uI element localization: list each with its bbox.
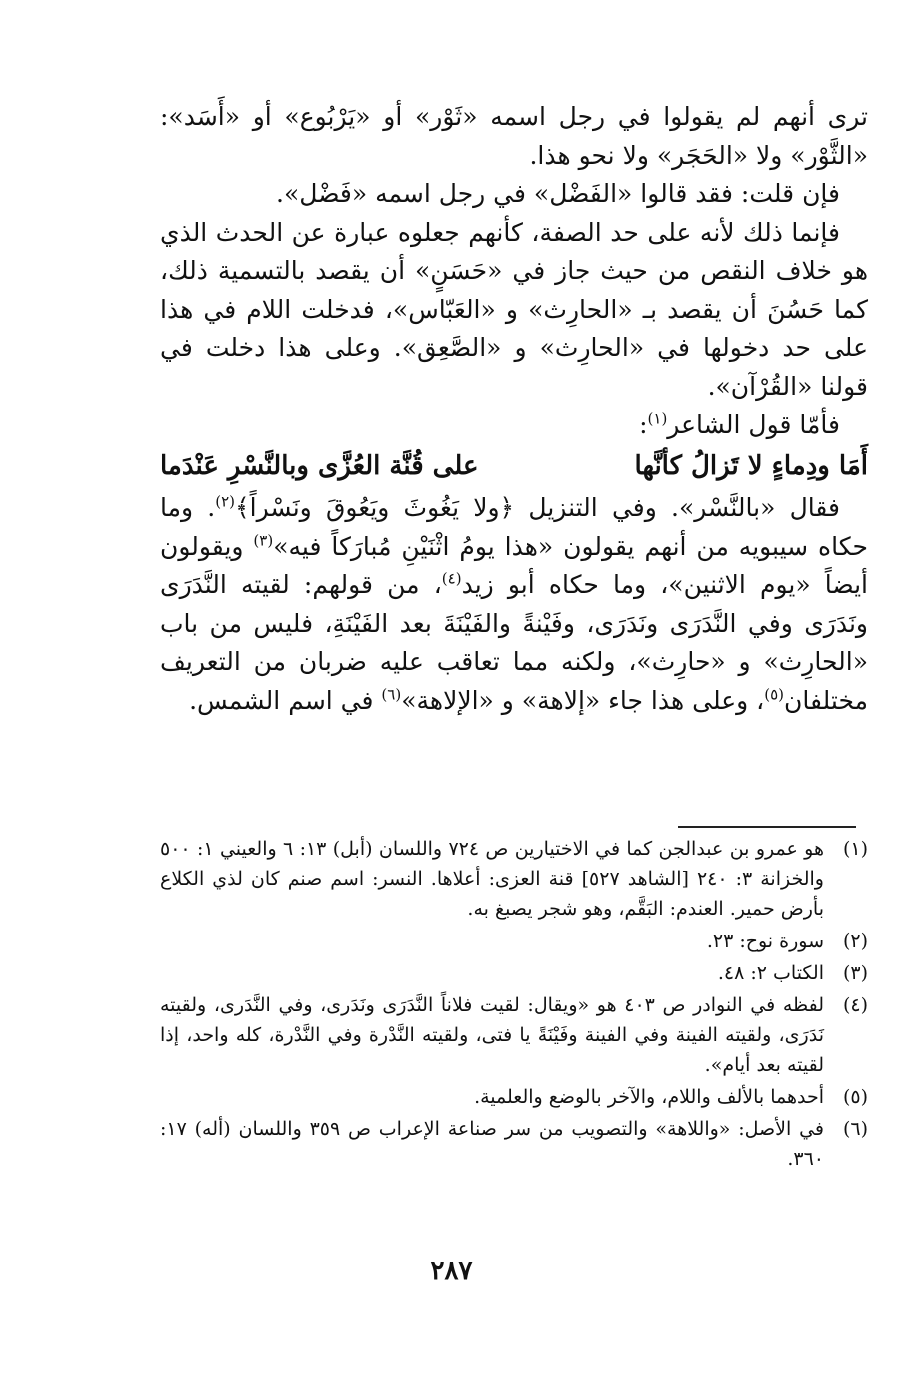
footnote-text: سورة نوح: ٢٣. <box>706 930 824 952</box>
footnote-ref-1: (١) <box>647 409 668 428</box>
p5-part-e: ، وعلى هذا جاء «إلاهة» و «الإلاهة» <box>401 685 765 715</box>
footnote-text: أحدهما بالألف واللام، والآخر بالوضع والعلمية. <box>474 1086 824 1108</box>
footnote-ref-2: (٢) <box>215 492 236 511</box>
poetry-verse <box>160 447 868 486</box>
footnotes <box>160 834 868 1176</box>
footnote-ref-5: (٥) <box>764 685 785 704</box>
footnote-number: (٢) <box>842 930 868 952</box>
footnote <box>160 926 868 956</box>
footnote-number: (٥) <box>842 1086 868 1108</box>
footnote <box>160 834 868 924</box>
paragraph-4-end: : <box>639 410 648 439</box>
footnote-number: (٣) <box>842 962 868 984</box>
footnote <box>160 990 868 1080</box>
footnote-number: (٤) <box>842 994 868 1016</box>
paragraph-4-text: فأمّا قول الشاعر <box>667 410 840 439</box>
paragraph-5 <box>160 489 868 720</box>
p5-part-d: ، من قولهم: لقيته النَّدَرَى ونَدَرَى وفي النَّدَرَى ونَدَرَى، وفَيْنةً والفَيْنَةَ بعد الفَيْنَةِ، فليس من باب «الحارِث» و «حارِث»، ولكنه مما تعاقب عليه ضربان من التعريف مختلفان <box>160 570 868 715</box>
footnote-ref-3: (٣) <box>253 531 274 550</box>
footnote-text: في الأصل: «واللاهة» والتصويب من سر صناعة الإعراب ص ٣٥٩ واللسان (أله) ١٧: ٣٦٠. <box>160 1118 824 1170</box>
footnote <box>160 958 868 988</box>
footnote-text: لفظه في النوادر ص ٤٠٣ هو «ويقال: لقيت فلاناً النَّدَرَى ونَدَرى، وفي النَّدَرى، ولقيته نَدَرَى، ولقيته الفينة وفي الفينة وفَيْنَةً يا فتى، ولقيته النَّدْرة وفي النَّدْرة، كله واحد، إذا لقيته بعد أيام». <box>160 994 824 1076</box>
footnote-text: هو عمرو بن عبدالجن كما في الاختيارين ص ٧٢٤ واللسان (أبل) ١٣: ٦ والعيني ١: ٥٠٠ والخزانة ٣: ٢٤٠ [الشاهد ٥٢٧] قنة العزى: أعلاها. النسر: اسم صنم كان لذي الكلاع بأرض حمير. العندم: البَقَّم، وهو شجر يصبغ به. <box>160 838 824 920</box>
p5-part-f: في اسم الشمس. <box>189 685 382 715</box>
p5-part-b: . وما حكاه سيبويه من أنهم يقولون «هذا يومُ اثْنَيْنِ مُبارَكاً فيه» <box>160 493 868 561</box>
page-number: ٢٨٧ <box>430 1256 473 1286</box>
footnote-number: (١) <box>842 838 868 860</box>
footnote-text: الكتاب ٢: ٤٨. <box>717 962 824 984</box>
p5-part-c: ويقولون أيضاً «يوم الاثنين»، وما حكاه أبو زيد <box>160 531 868 599</box>
footnote <box>160 1082 868 1112</box>
main-text <box>160 98 868 720</box>
p5-part-a: فقال «بالنَّسْر». وفي التنزيل ﴿ولا يَغُوثَ ويَعُوقَ ونَسْراً﴾ <box>235 493 840 522</box>
paragraph-3: فإنما ذلك لأنه على حد الصفة، كأنهم جعلوه عبارة عن الحدث الذي هو خلاف النقص من حيث جاز في «حَسَنٍ» أن يقصد بالتسمية ذلك، كما حَسُنَ أن يقصد بـ «الحارِث» و «العَبّاس»، فدخلت اللام في هذا على حد دخولها في «الحارِث» و «الصَّعِق». وعلى هذا دخلت في قولنا «القُرْآن». <box>160 217 868 401</box>
verse-second-hemistich: على قُنَّة العُزَّى وبالنَّسْرِ عَنْدَما <box>160 450 479 481</box>
footnote-ref-6: (٦) <box>381 685 402 704</box>
paragraph-4 <box>160 406 868 445</box>
verse-first-hemistich: أَمَا ودِماءٍ لا تَزالُ كأنَّها <box>634 450 868 481</box>
paragraph-2: فإن قلت: فقد قالوا «الفَضْل» في رجل اسمه «فَضْل». <box>276 179 840 208</box>
footnote <box>160 1114 868 1174</box>
footnote-number: (٦) <box>842 1118 868 1140</box>
footnote-divider <box>678 826 856 828</box>
paragraph-1: ترى أنهم لم يقولوا في رجل اسمه «ثَوْر» أو «يَرْبُوع» أو «أَسَد»: «الثَّوْر» ولا «الحَجَر» ولا نحو هذا. <box>160 102 868 170</box>
footnote-ref-4: (٤) <box>441 569 462 588</box>
